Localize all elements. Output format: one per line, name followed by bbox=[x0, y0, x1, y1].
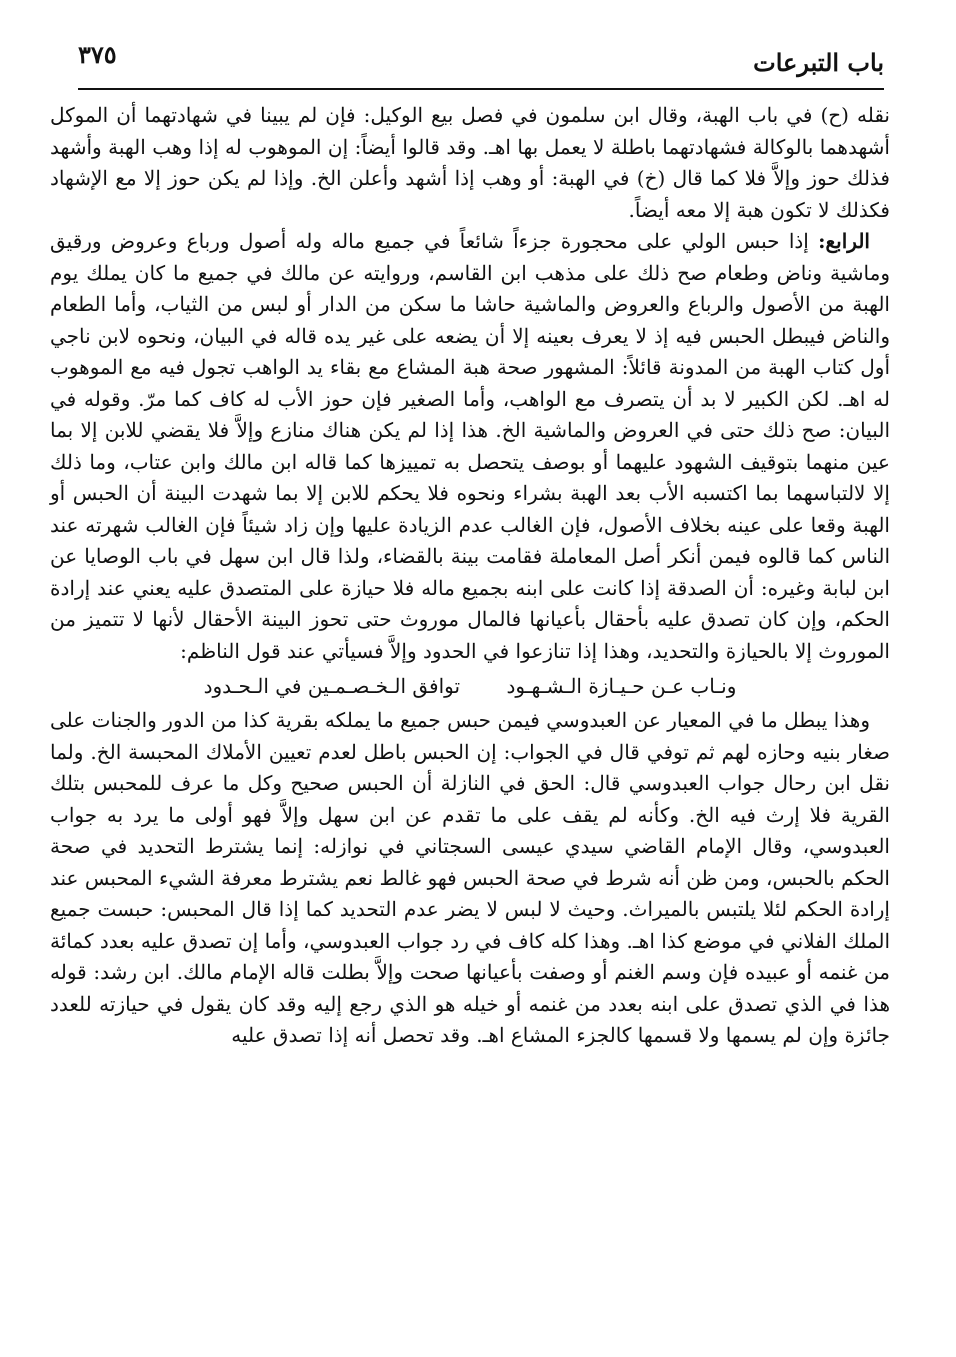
main-text bbox=[50, 100, 890, 1052]
poem-verse bbox=[50, 667, 890, 705]
paragraph-1: نقله (ح) في باب الهبة، وقال ابن سلمون في فصل بيع الوكيل: فإن لم يبينا في شهادتهما أن الموكل أشهدهما بالوكالة فشهادتهما باطلة لا يعمل بها اهـ. وقد قالوا أيضاً: إن الموهوب له إذا وهب الهبة وأشهد فذلك حوز وإلاَّ فلا كما قال (خ) في الهبة: أو وهب إذا أشهد وأعلن الخ. وإذا لم يكن حوز إلا مع الإشهاد فكذلك لا تكون هبة إلا معه أيضاً. bbox=[50, 103, 890, 222]
paragraph-lead-label: الرابع: bbox=[818, 229, 870, 253]
paragraph-3: وهذا يبطل ما في المعيار عن العبدوسي فيمن حبس جميع ما يملكه بقرية كذا من الدور والجنات على صغار بنيه وحازه لهم ثم توفي قال في الجواب: إن الحبس باطل لعدم تعيين الأملاك المحبسة الخ. ولما نقل ابن رحال جواب العبدوسي قال: الحق في النازلة أن الحبس صحيح وكل ما عرف للمحبس بتلك القرية فلا إرث فيه الخ. وكأنه لم يقف على ما تقدم عن ابن سهل وإلاَّ فهو أولى ما يرد به جواب العبدوسي، وقال الإمام القاضي سيدي عيسى السجتاني في نوازله: إنما يشترط التحديد في صحة الحكم بالحبس، ومن ظن أنه شرط في صحة الحبس فهو غالط نعم يشترط معرفة الشيء المحبس عند إرادة الحكم لئلا يلتبس بالميراث. وحيث لا لبس لا يضر عدم التحديد كما إذا قال المحبس: حبست جميع الملك الفلاني في موضع كذا اهـ. وهذا كله كاف في رد جواب العبدوسي، وأما إن تصدق عليه بعدد كمائة من غنمه أو عبيده فإن وسم الغنم أو وصفت بأعيانها صحت وإلاَّ بطلت قاله الإمام مالك. ابن رشد: قوله هذا في الذي تصدق على ابنه بعدد من غنمه أو خيله هو الذي رجع إليه وقد كان يقول في حيازته للعدد جائزة وإن لم يسمها ولا قسمها كالجزء المشاع اهـ. وقد تحصل أنه إذا تصدق عليه bbox=[50, 708, 891, 1047]
paragraph-2 bbox=[50, 226, 890, 667]
verse-hemistich-left: توافق الـخـصـمـين في الـحـدود bbox=[203, 674, 461, 698]
verse-hemistich-right: ونـاب عـن حـيـازة الـشـهـود bbox=[506, 674, 737, 698]
paragraph-2-body: إذا حبس الولي على محجورة جزءاً شائعاً في جميع ماله وله أصول ورباع وعروض ورقيق وماشية وناض وطعام صح ذلك على مذهب ابن القاسم، وروايته عن مالك في جميع ما كان يملك يوم الهبة من الأصول والرباع والعروض والماشية حاشا ما سكن من الدار أو لبس من الثياب، وأما الطعام والناض فيبطل الحبس فيه إذ لا يعرف بعينه إلا أن يضعه على غير يده قاله في البيان، ونحوه لابن ناجي أول كتاب الهبة من المدونة قائلاً: المشهور صحة هبة المشاع مع بقاء يد الواهب تجول فيه مع الموهوب له اهـ. لكن الكبير لا بد أن يتصرف مع الواهب، وأما الصغير فإن حوز الأب له كاف كما مرّ. وقوله في البيان: صح ذلك حتى في العروض والماشية الخ. هذا إذا لم يكن هناك منازع وإلاَّ فلا يقضي للابن إلا بما عين منهما بتوقيف الشهود عليهما أو بوصف يتحصل به تمييزها كما قاله ابن مالك وابن عتاب، وما ذلك إلا لالتباسهما بما اكتسبه الأب بعد الهبة بشراء ونحوه فلا يحكم للابن إلا بما شهدت البينة أن الحبس أو الهبة وقعا على عينه بخلاف الأصول، فإن الغالب عدم الزيادة عليها وإن زاد شيئاً فإن الغالب شهرته عند الناس كما قالوه فيمن أنكر أصل المعاملة فقامت بينة بالقضاء، ولذا قال ابن سهل في باب الوصايا عن ابن لبابة وغيره: أن الصدقة إذا كانت على ابنه بجميع ماله فلا حيازة على المتصدق عليه يعني عند إرادة الحكم، وإن كان تصدق عليه بأحقال بأعيانها فالمال موروث حتى تحوز البينة الأحقال لأنها لا تتميز من الموروث إلا بالحيازة والتحديد، وهذا إذا تنازعوا في الحدود وإلاَّ فسيأتي عند قول الناظم: bbox=[50, 229, 890, 663]
chapter-title: باب التبرعات bbox=[753, 48, 884, 77]
page-header bbox=[78, 38, 884, 90]
page-number: ٣٧٥ bbox=[78, 40, 117, 69]
